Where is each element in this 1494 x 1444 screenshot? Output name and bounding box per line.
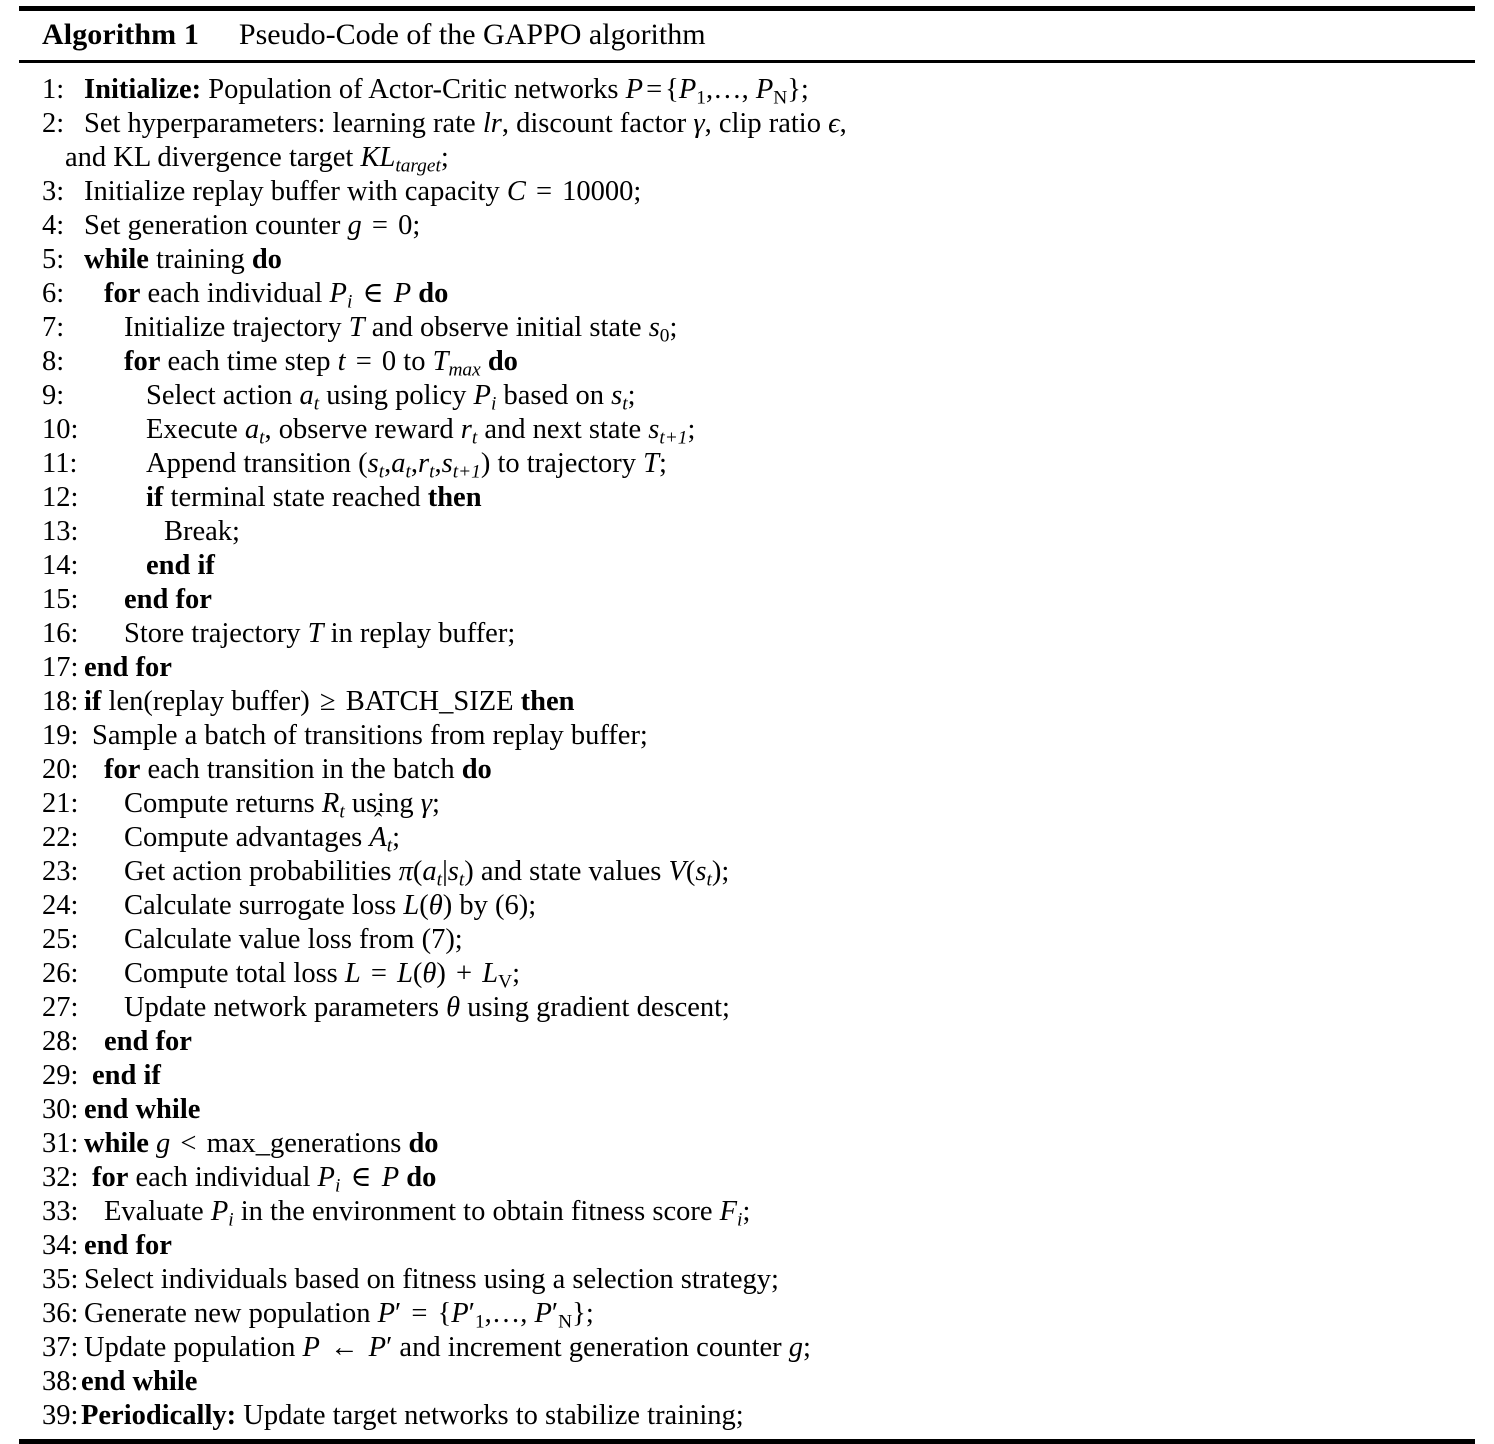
step-text: Select action $a_t$ using policy $P_i$ based on $s_t$; — [146, 380, 636, 415]
step-number: 9: — [42, 380, 65, 411]
step-text: Compute returns $R_t$ using γ; — [124, 788, 440, 823]
step-number: 10: — [42, 414, 79, 445]
step-text: Initialize replay buffer with capacity C = 10000; — [84, 176, 642, 207]
algorithm-step-29 — [19, 1059, 1475, 1093]
step-number: 22: — [42, 822, 79, 853]
algorithm-step-10 — [19, 413, 1475, 447]
algorithm-step-8 — [19, 345, 1475, 379]
algorithm-step-3 — [19, 175, 1475, 209]
step-number: 32: — [42, 1162, 79, 1193]
step-number: 17: — [42, 652, 79, 683]
algorithm-step-24 — [19, 889, 1475, 923]
step-text: Initialize trajectory T and observe initial state $s_0$; — [124, 312, 678, 347]
step-text: Compute total loss $L = L(\theta) + L_V$; — [124, 958, 521, 993]
step-text: Calculate value loss from (7); — [124, 924, 463, 955]
step-text: Select individuals based on fitness using a selection strategy; — [84, 1264, 779, 1295]
step-text: while g < max_generations do — [84, 1128, 439, 1159]
algorithm-step-15 — [19, 583, 1475, 617]
algorithm-step-30 — [19, 1093, 1475, 1127]
step-text: Generate new population $P' = \{P'_1,\dots$, $P'_N$}; — [84, 1298, 594, 1333]
step-text: end if — [146, 550, 215, 581]
algorithm-step-38 — [19, 1365, 1475, 1399]
step-number: 3: — [42, 176, 65, 207]
step-number: 11: — [42, 448, 78, 479]
step-number: 37: — [42, 1332, 79, 1363]
step-number: 38: — [42, 1366, 79, 1397]
step-number: 34: — [42, 1230, 79, 1261]
bottom-rule — [19, 1439, 1475, 1444]
step-number: 39: — [42, 1400, 79, 1431]
step-text: end for — [84, 652, 172, 683]
step-number: 8: — [42, 346, 65, 377]
algorithm-step-2-continuation — [19, 141, 1475, 175]
step-number: 30: — [42, 1094, 79, 1125]
algorithm-step-1 — [19, 73, 1475, 107]
algorithm-step-22 — [19, 821, 1475, 855]
algorithm-step-17 — [19, 651, 1475, 685]
step-number: 26: — [42, 958, 79, 989]
algorithm-step-9 — [19, 379, 1475, 413]
step-text: Initialize: Population of Actor-Critic networks $P = \{P_1,\dots$, $P_N$}; — [84, 74, 809, 109]
algorithm-step-16 — [19, 617, 1475, 651]
algorithm-step-20 — [19, 753, 1475, 787]
algorithm-step-11 — [19, 447, 1475, 481]
algorithm-header — [19, 11, 1475, 60]
step-number: 23: — [42, 856, 79, 887]
step-text: Get action probabilities $\pi(a_t|s_t)$ and state values $V(s_t)$; — [124, 856, 730, 891]
step-text: for each individual $P_i$ ∈ P do — [92, 1162, 437, 1197]
step-text: Calculate surrogate loss L(θ) by (6); — [124, 890, 537, 921]
algorithm-step-6 — [19, 277, 1475, 311]
algorithm-step-28 — [19, 1025, 1475, 1059]
step-number: 20: — [42, 754, 79, 785]
algorithm-step-35 — [19, 1263, 1475, 1297]
step-text: Execute $a_t$, observe reward $r_t$ and next state $s_{t+1}$; — [146, 414, 696, 449]
algorithm-step-37 — [19, 1331, 1475, 1365]
algorithm-step-7 — [19, 311, 1475, 345]
step-text: Update population P ← P′ and increment generation counter g; — [84, 1332, 811, 1363]
step-text: Set hyperparameters: learning rate lr, discount factor γ, clip ratio ϵ, — [84, 108, 847, 139]
algorithm-title: Pseudo-Code of the GAPPO algorithm — [238, 18, 706, 51]
step-text: Store trajectory T in replay buffer; — [124, 618, 516, 649]
algorithm-step-31 — [19, 1127, 1475, 1161]
step-text-continued: and KL divergence target $KL_{target}$; — [65, 142, 449, 177]
algorithm-block — [19, 0, 1475, 1444]
step-text: for each individual $P_i$ ∈ P do — [104, 278, 449, 313]
step-number: 19: — [42, 720, 79, 751]
algorithm-step-5 — [19, 243, 1475, 277]
step-text: for each time step t = 0 to $T_{max}$ do — [124, 346, 518, 381]
algorithm-step-36 — [19, 1297, 1475, 1331]
step-number: 18: — [42, 686, 79, 717]
step-number: 12: — [42, 482, 79, 513]
step-text: end if — [92, 1060, 161, 1091]
step-number: 2: — [42, 108, 65, 139]
algorithm-step-18 — [19, 685, 1475, 719]
algorithm-step-39 — [19, 1399, 1475, 1433]
algorithm-step-32 — [19, 1161, 1475, 1195]
step-number: 16: — [42, 618, 79, 649]
step-text: Append transition $(s_t,a_t,r_t,s_{t+1})$ to trajectory T; — [146, 448, 667, 483]
algorithm-step-4 — [19, 209, 1475, 243]
step-text: Evaluate $P_i$ in the environment to obtain fitness score $F_i$; — [104, 1196, 751, 1231]
step-number: 7: — [42, 312, 65, 343]
step-number: 13: — [42, 516, 79, 547]
step-number: 31: — [42, 1128, 79, 1159]
step-text: end for — [104, 1026, 192, 1057]
algorithm-steps — [19, 63, 1475, 1433]
algorithm-step-12 — [19, 481, 1475, 515]
step-number: 36: — [42, 1298, 79, 1329]
step-number: 5: — [42, 244, 65, 275]
step-number: 24: — [42, 890, 79, 921]
algorithm-step-25 — [19, 923, 1475, 957]
step-number: 29: — [42, 1060, 79, 1091]
algorithm-step-21 — [19, 787, 1475, 821]
step-number: 1: — [42, 74, 65, 105]
algorithm-step-19 — [19, 719, 1475, 753]
algorithm-step-26 — [19, 957, 1475, 991]
step-text: end for — [84, 1230, 172, 1261]
step-text: end while — [84, 1094, 201, 1125]
step-number: 27: — [42, 992, 79, 1023]
step-number: 15: — [42, 584, 79, 615]
step-number: 6: — [42, 278, 65, 309]
algorithm-step-13 — [19, 515, 1475, 549]
step-number: 21: — [42, 788, 79, 819]
algorithm-label: Algorithm 1 — [42, 18, 199, 51]
step-number: 4: — [42, 210, 65, 241]
step-text: end while — [81, 1366, 198, 1397]
step-text: Break; — [164, 516, 240, 547]
algorithm-step-2 — [19, 107, 1475, 141]
step-text: if len(replay buffer) ≥ BATCH_SIZE then — [84, 686, 575, 717]
step-text: Compute advantages $A_t$; — [124, 822, 401, 857]
step-text: Update network parameters θ using gradient descent; — [124, 992, 730, 1023]
step-text: Set generation counter g = 0; — [84, 210, 421, 241]
step-number: 14: — [42, 550, 79, 581]
step-number: 35: — [42, 1264, 79, 1295]
algorithm-step-23 — [19, 855, 1475, 889]
step-text: end for — [124, 584, 212, 615]
step-number: 28: — [42, 1026, 79, 1057]
step-text: if terminal state reached then — [146, 482, 482, 513]
step-text: while training do — [84, 244, 282, 275]
step-number: 33: — [42, 1196, 79, 1227]
step-text: Periodically: Update target networks to stabilize training; — [81, 1400, 744, 1431]
algorithm-step-33 — [19, 1195, 1475, 1229]
algorithm-step-27 — [19, 991, 1475, 1025]
algorithm-step-14 — [19, 549, 1475, 583]
step-number: 25: — [42, 924, 79, 955]
step-text: Sample a batch of transitions from replay buffer; — [92, 720, 648, 751]
step-text: for each transition in the batch do — [104, 754, 492, 785]
